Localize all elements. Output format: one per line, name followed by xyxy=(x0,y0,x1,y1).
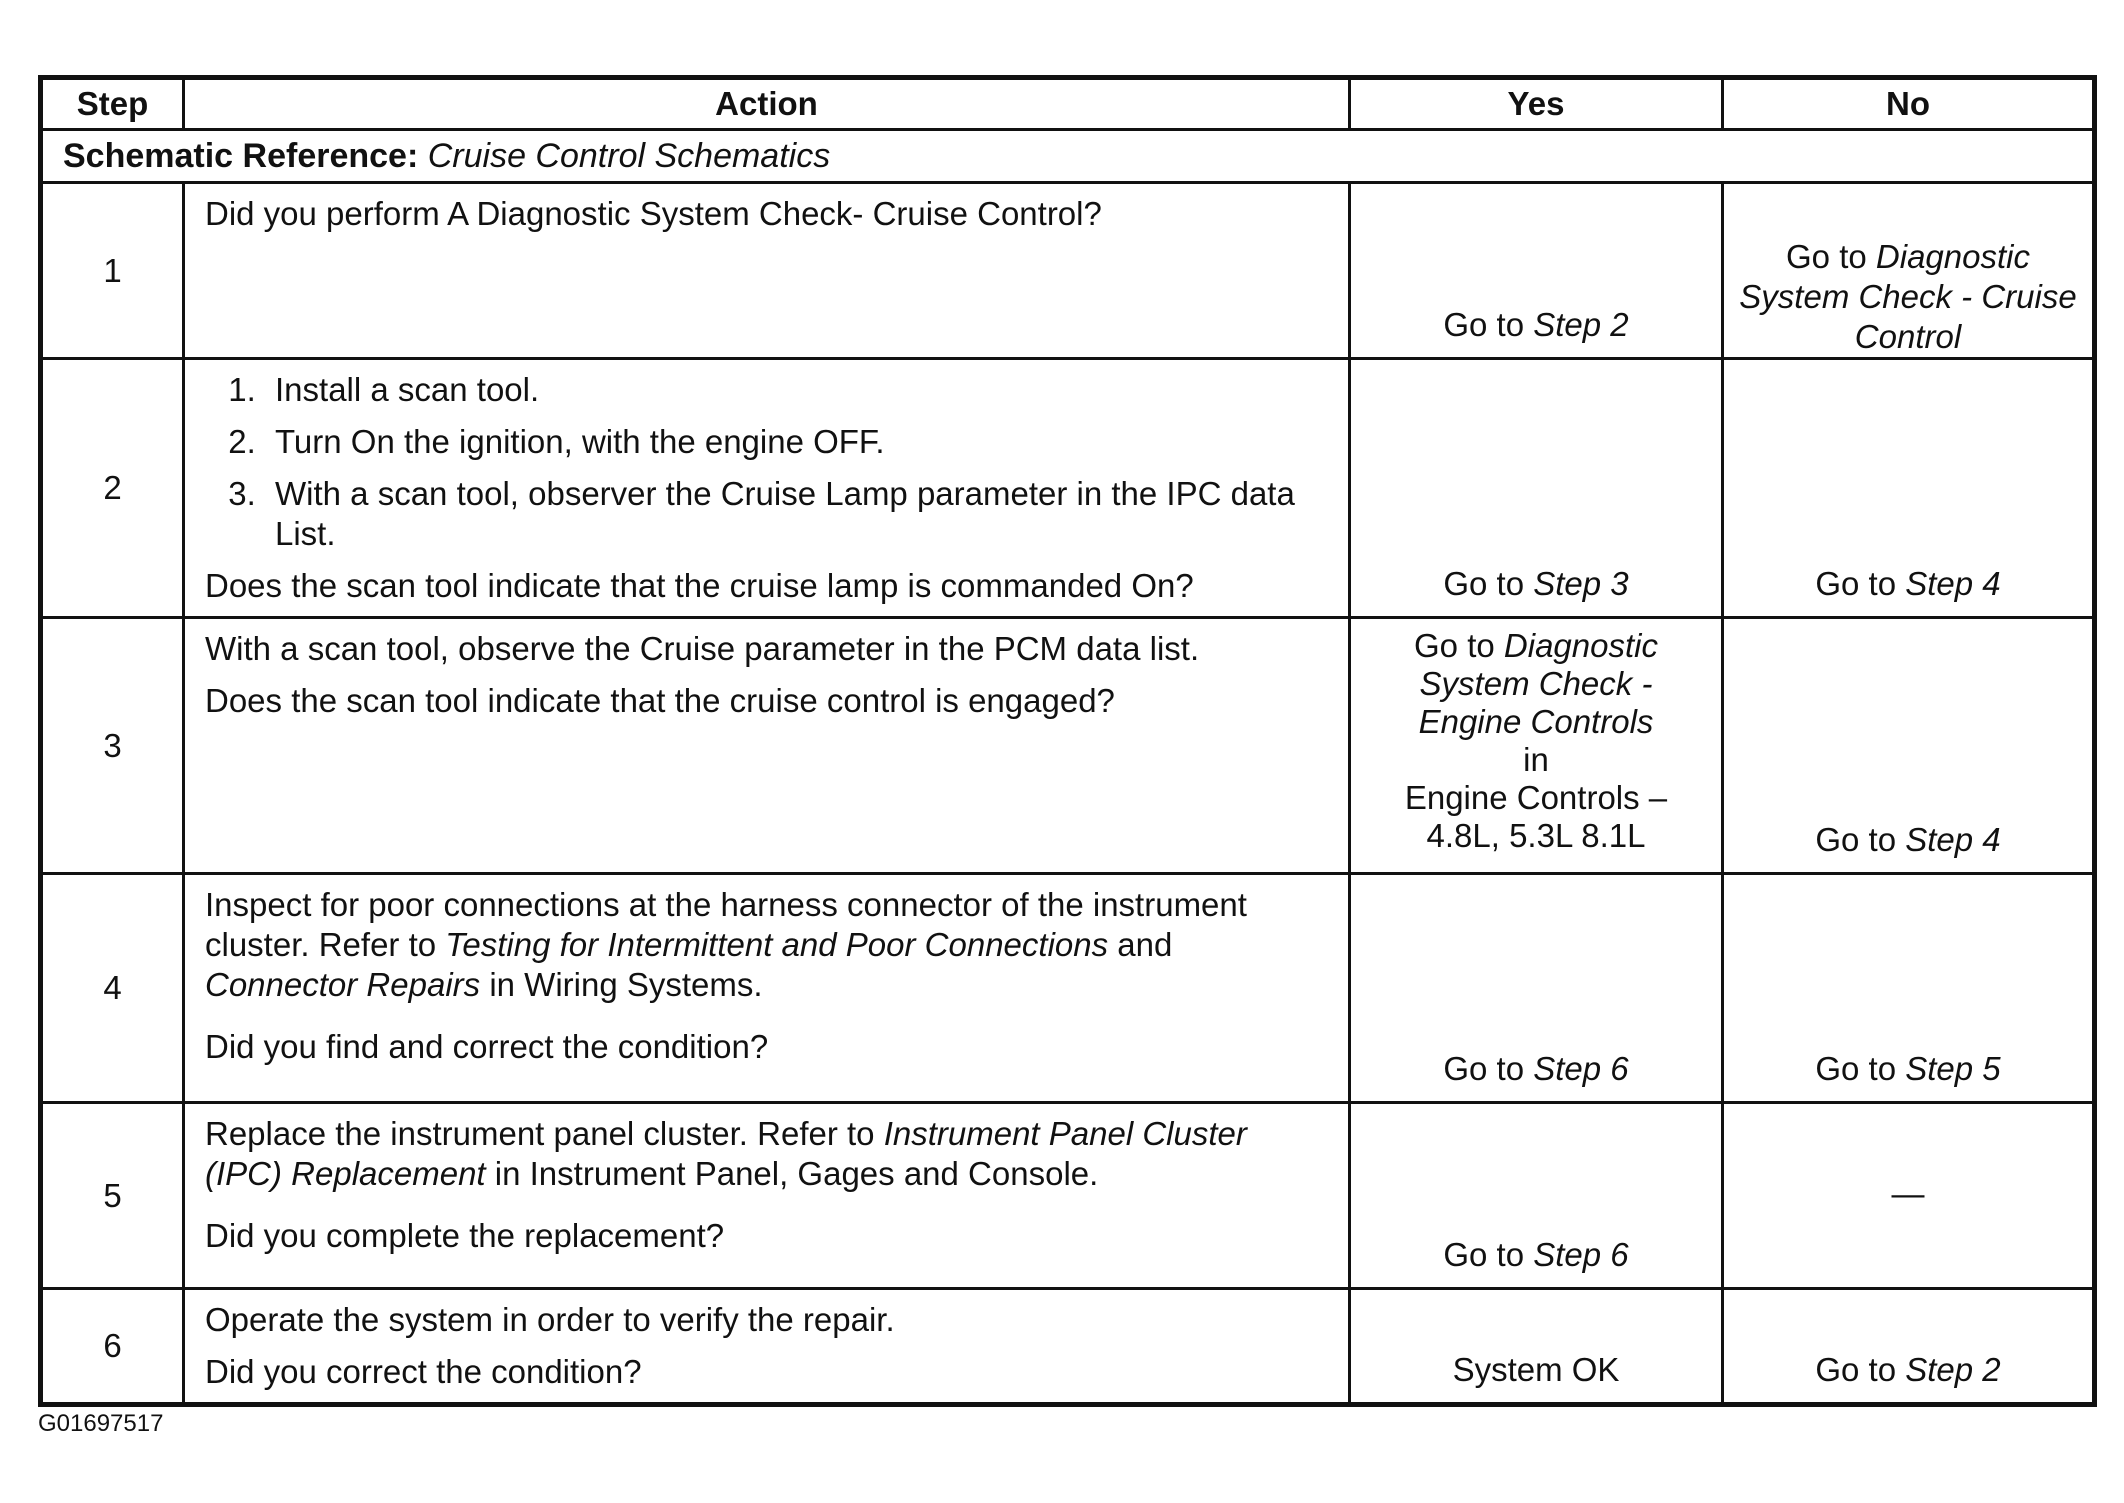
no-prefix: Go to xyxy=(1786,238,1867,275)
yes-prefix: Go to xyxy=(1414,627,1495,664)
yes-step-link: Step 2 xyxy=(1533,306,1629,343)
no-prefix: Go to xyxy=(1815,1351,1897,1388)
action-text-part: Inspect for poor connections at the harness connector of the instrument cluster. Refer to xyxy=(205,886,1247,963)
reference-link: Connector Repairs xyxy=(205,966,481,1003)
header-action: Action xyxy=(184,78,1350,130)
diagnostic-table xyxy=(38,75,2097,1407)
schematic-label: Schematic Reference: xyxy=(63,137,419,175)
action-steps-list xyxy=(205,370,1330,554)
no-cell xyxy=(1723,1289,2095,1405)
action-text-part: and xyxy=(1117,926,1173,963)
action-question: Did you complete the replacement? xyxy=(205,1217,725,1254)
no-step-link: Diagnostic System Check - Cruise Control xyxy=(1739,238,2077,355)
yes-link-part: Diagnostic xyxy=(1503,627,1658,664)
yes-link-part: System Check - xyxy=(1419,665,1653,702)
action-question: Did you correct the condition? xyxy=(205,1353,642,1390)
action-cell xyxy=(184,1103,1350,1289)
table-row xyxy=(41,359,2095,618)
no-step-link: Step 5 xyxy=(1905,1050,2001,1087)
no-prefix: Go to xyxy=(1815,1050,1897,1087)
schematic-reference-row xyxy=(41,130,2095,183)
no-cell xyxy=(1723,618,2095,874)
yes-ref-part: 4.8L, 5.3L 8.1L xyxy=(1426,817,1646,854)
action-question: Does the scan tool indicate that the cruise control is engaged? xyxy=(205,682,1115,719)
no-prefix: Go to xyxy=(1815,821,1897,858)
yes-prefix: Go to xyxy=(1443,306,1525,343)
action-cell xyxy=(184,183,1350,359)
no-cell xyxy=(1723,1103,2095,1289)
yes-step-link: Step 3 xyxy=(1533,565,1629,602)
action-text xyxy=(205,885,1330,1027)
list-item: 2. Turn On the ignition, with the engine OFF. xyxy=(265,422,1330,462)
table-row xyxy=(41,1289,2095,1405)
yes-prefix: Go to xyxy=(1443,1236,1525,1273)
action-text: Operate the system in order to verify the repair. xyxy=(205,1301,895,1338)
header-step: Step xyxy=(41,78,184,130)
step-number: 3 xyxy=(41,618,184,874)
no-prefix: Go to xyxy=(1815,565,1897,602)
list-item: 3. With a scan tool, observer the Cruise Lamp parameter in the IPC data List. xyxy=(265,474,1330,554)
header-no: No xyxy=(1723,78,2095,130)
action-cell xyxy=(184,1289,1350,1405)
action-text-part: in Wiring Systems. xyxy=(489,966,763,1003)
step-number: 6 xyxy=(41,1289,184,1405)
table-row xyxy=(41,874,2095,1103)
yes-in-word: in xyxy=(1523,741,1549,778)
reference-link: Instrument Panel Cluster (IPC) Replacement xyxy=(205,1115,1247,1192)
action-text-part: in Instrument Panel, Gages and Console. xyxy=(494,1155,1099,1192)
table-row xyxy=(41,618,2095,874)
no-step-link: Step 4 xyxy=(1905,821,2001,858)
action-text: With a scan tool, observe the Cruise parameter in the PCM data list. xyxy=(205,630,1200,667)
action-text xyxy=(205,1114,1330,1216)
no-cell xyxy=(1723,183,2095,359)
action-cell xyxy=(184,618,1350,874)
yes-step-link: Step 6 xyxy=(1533,1050,1629,1087)
no-step-link: Step 2 xyxy=(1905,1351,2001,1388)
no-step-link: Step 4 xyxy=(1905,565,2001,602)
action-cell xyxy=(184,359,1350,618)
schematic-reference xyxy=(41,130,2095,183)
header-yes: Yes xyxy=(1350,78,1723,130)
list-item: 1. Install a scan tool. xyxy=(265,370,1330,410)
yes-cell xyxy=(1350,183,1723,359)
yes-link-part: Engine Controls xyxy=(1418,703,1654,740)
yes-cell xyxy=(1350,874,1723,1103)
step-number: 1 xyxy=(41,183,184,359)
yes-cell xyxy=(1350,1289,1723,1405)
yes-step-link: Step 6 xyxy=(1533,1236,1629,1273)
schematic-link: Cruise Control Schematics xyxy=(427,137,831,175)
action-cell xyxy=(184,874,1350,1103)
no-cell xyxy=(1723,874,2095,1103)
reference-link: Testing for Intermittent and Poor Connections xyxy=(445,926,1109,963)
yes-system-ok: System OK xyxy=(1452,1351,1620,1388)
table-row xyxy=(41,1103,2095,1289)
step-number: 2 xyxy=(41,359,184,618)
yes-cell xyxy=(1350,359,1723,618)
yes-cell xyxy=(1350,618,1723,874)
action-question: Does the scan tool indicate that the cruise lamp is commanded On? xyxy=(205,567,1194,604)
step-number: 5 xyxy=(41,1103,184,1289)
yes-line-1 xyxy=(1361,627,1711,665)
no-dash: — xyxy=(1891,1174,1925,1212)
yes-prefix: Go to xyxy=(1443,1050,1525,1087)
no-cell xyxy=(1723,359,2095,618)
step-number: 4 xyxy=(41,874,184,1103)
figure-id-caption: G01697517 xyxy=(38,1410,164,1437)
action-question: Did you find and correct the condition? xyxy=(205,1028,769,1065)
header-row xyxy=(41,78,2095,130)
action-text-part: Replace the instrument panel cluster. Refer to xyxy=(205,1115,875,1152)
table-row xyxy=(41,183,2095,359)
yes-prefix: Go to xyxy=(1443,565,1525,602)
action-question: Did you perform A Diagnostic System Check- Cruise Control? xyxy=(205,195,1102,232)
yes-cell xyxy=(1350,1103,1723,1289)
yes-ref-part: Engine Controls – xyxy=(1404,779,1668,816)
